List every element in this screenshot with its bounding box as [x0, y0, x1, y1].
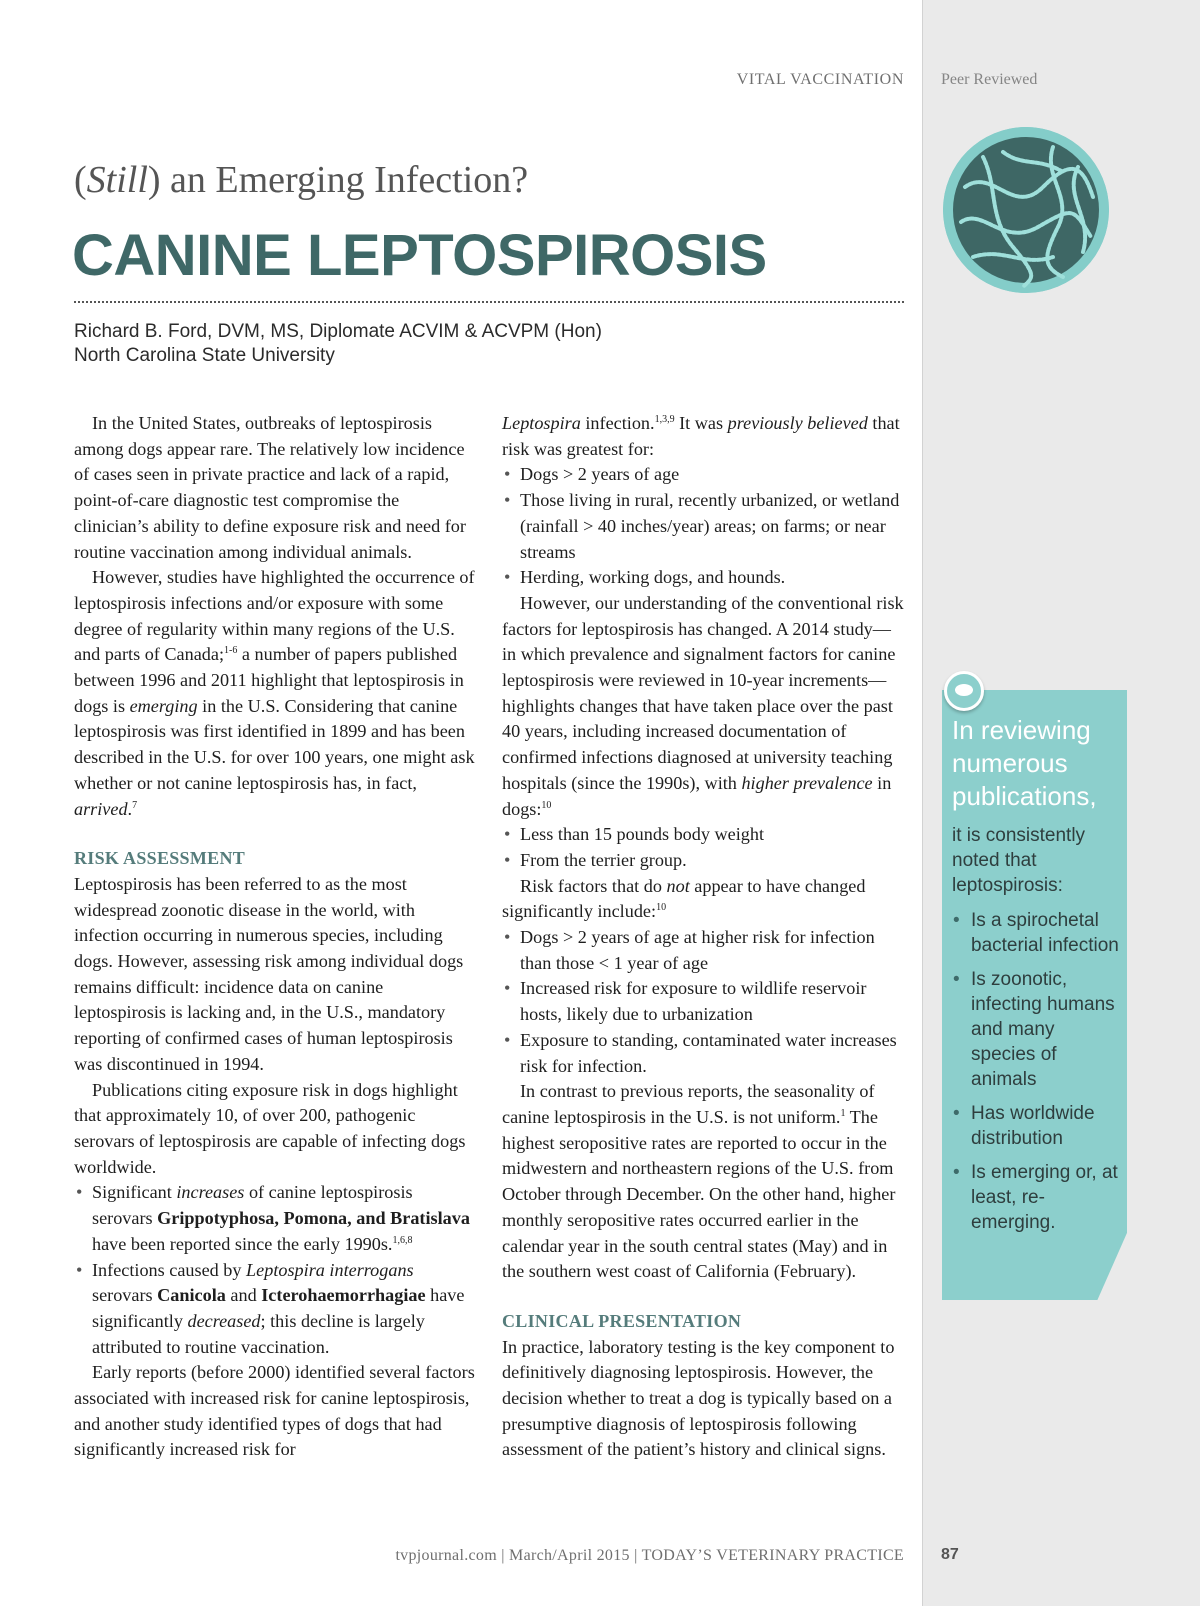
paragraph: However, studies have highlighted the occurrence of leptospirosis infections and/or exposure with some degree of regularity within many regions of the U.S. and parts of Canada;$^{1-6}$ a number of papers published between 1996 and 2011 highlight that leptospirosis in dogs is emerging in the U.S. Considering that canine leptospirosis was first identified in 1899 and has been described in the U.S. for over 100 years, one might ask whether or not canine leptospirosis has, in fact, arrived.$^7$	[74, 567, 475, 819]
author-affiliation: North Carolina State University	[74, 345, 335, 366]
list-item: • Has worldwide distribution	[952, 1101, 1124, 1151]
title-divider	[74, 301, 904, 303]
paragraph: Leptospirosis has been referred to as the most widespread zoonotic disease in the world, with infection occurring in numerous species, including dogs. However, assessing risk among individual dogs remains difficult: incidence data on canine leptospirosis is lacking and, in the U.S., mandatory reporting of confirmed cases of human leptospirosis was discontinued in 1994.	[74, 873, 464, 1074]
paragraph: Risk factors that do not appear to have changed significantly include:$^{10}$	[502, 875, 866, 922]
article-title: CANINE LEPTOSPIROSIS	[72, 223, 767, 288]
list-item: • Is zoonotic, infecting humans and many species of animals	[952, 967, 1124, 1092]
section-heading-risk: RISK ASSESSMENT	[74, 848, 246, 869]
list-item: • Increased risk for exposure to wildlife reservoir hosts, likely due to urbanization	[502, 976, 904, 1027]
list-item: • Those living in rural, recently urbanized, or wetland (rainfall > 40 inches/year) areas; on farms; or near streams	[502, 488, 904, 565]
body-column-1	[74, 411, 476, 1463]
page-number: 87	[941, 1546, 959, 1563]
peer-reviewed-label: Peer Reviewed	[941, 71, 1038, 88]
speech-bubble-icon	[944, 671, 984, 711]
paragraph: Early reports (before 2000) identified several factors associated with increased risk for canine leptospirosis, and another study identified types of dogs that had significantly increased risk for	[74, 1362, 475, 1460]
section-header: VITAL VACCINATION	[736, 71, 904, 88]
list-item: • Infections caused by Leptospira interrogans serovars Canicola and Icterohaemorrhagiae have significantly decreased; this decline is largely attributed to routine vaccination.	[74, 1258, 476, 1361]
list-item: • Less than 15 pounds body weight	[502, 822, 904, 848]
body-column-2	[502, 411, 904, 1463]
author-block	[74, 320, 602, 368]
paragraph: Publications citing exposure risk in dogs highlight that approximately 10, of over 200, pathogenic serovars of leptospirosis are capable of infecting dogs worldwide.	[74, 1079, 466, 1177]
page-footer: tvpjournal.com | March/April 2015 | TODAY’S VETERINARY PRACTICE	[395, 1547, 904, 1564]
list-item: • Dogs > 2 years of age at higher risk for infection than those < 1 year of age	[502, 925, 904, 976]
pull-quote-list	[952, 908, 1124, 1244]
paragraph: Leptospira infection.$^{1,3,9}$ It was previously believed that risk was greatest for:	[502, 413, 900, 459]
bacteria-micrograph-icon	[943, 127, 1109, 293]
article-subtitle: (Still) an Emerging Infection?	[74, 159, 529, 201]
list-item: • Significant increases of canine leptospirosis serovars Grippotyphosa, Pomona, and Bratislava have been reported since the early 1990s.$^{1,6,8}$	[74, 1180, 476, 1257]
paragraph: In the United States, outbreaks of leptospirosis among dogs appear rare. The relatively low incidence of cases seen in private practice and lack of a rapid, point-of-care diagnostic test compromise the clinician’s ability to define exposure risk and need for routine vaccination among individual animals.	[74, 413, 466, 562]
list-item: • Herding, working dogs, and hounds.	[502, 565, 904, 591]
paragraph: In practice, laboratory testing is the key component to definitively diagnosing leptospirosis. However, the decision whether to treat a dog is typically based on a presumptive diagnosis of leptospirosis following assessment of the patient’s history and clinical signs.	[502, 1336, 895, 1460]
list-item: • Exposure to standing, contaminated water increases risk for infection.	[502, 1028, 904, 1079]
list-item: • From the terrier group.	[502, 848, 904, 874]
list-item: • Dogs > 2 years of age	[502, 462, 904, 488]
pull-quote-intro: it is consistently noted that leptospirosis:	[952, 825, 1086, 896]
paragraph: In contrast to previous reports, the seasonality of canine leptospirosis in the U.S. is not uniform.$^1$ The highest seropositive rates are reported to occur in the midwestern and northeastern regions of the U.S. from October through December. On the other hand, higher monthly seropositive rates occurred earlier in the calendar year in the south central states (May) and in the southern west coast of California (February).	[502, 1081, 896, 1282]
list-item: • Is emerging or, at least, re-emerging.	[952, 1160, 1124, 1235]
pull-quote-heading: In reviewing numerous publications,	[952, 715, 1097, 811]
author-name: Richard B. Ford, DVM, MS, Diplomate ACVIM & ACVPM (Hon)	[74, 321, 602, 342]
section-heading-clinical: CLINICAL PRESENTATION	[502, 1310, 742, 1331]
list-item: • Is a spirochetal bacterial infection	[952, 908, 1124, 958]
paragraph: However, our understanding of the conventional risk factors for leptospirosis has changed. A 2014 study—in which prevalence and signalment factors for canine leptospirosis were reviewed in 10-year increments—highlights changes that have taken place over the past 40 years, including increased documentation of confirmed infections diagnosed at university teaching hospitals (since the 1990s), with higher prevalence in dogs:$^{10}$	[502, 592, 904, 819]
